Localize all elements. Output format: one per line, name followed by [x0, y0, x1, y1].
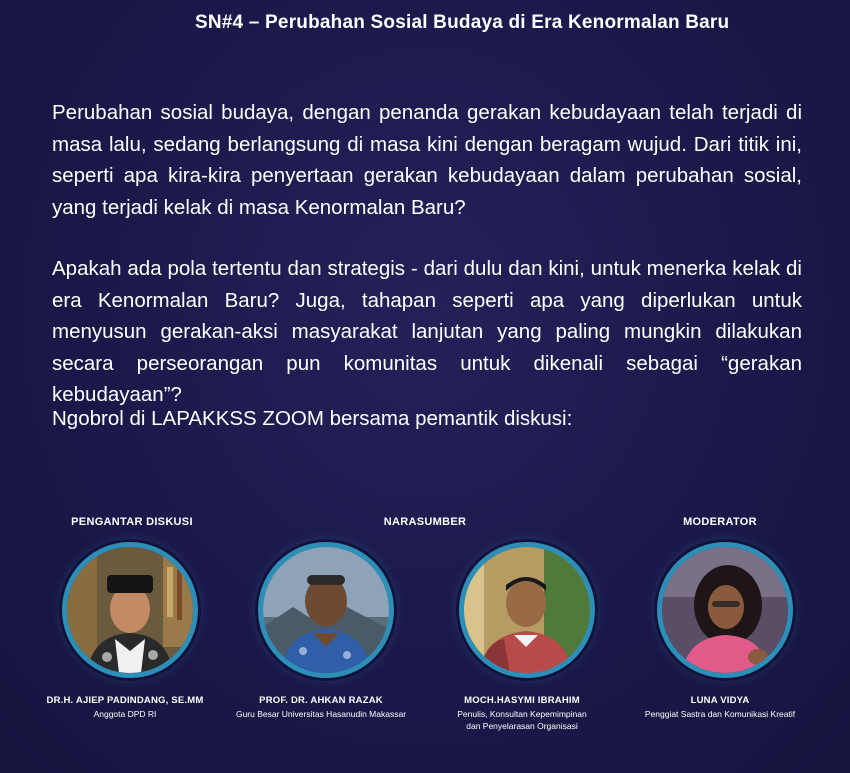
speaker-name: MOCH.HASYMI IBRAHIM	[464, 695, 580, 706]
speaker-role: Guru Besar Universitas Hasanudin Makassar	[235, 709, 407, 719]
speaker-portrait-4	[662, 547, 788, 673]
speaker-caption-3	[422, 695, 622, 732]
page-title: SN#4 – Perubahan Sosial Budaya di Era Kenormalan Baru	[195, 12, 730, 33]
heading-pengantar-diskusi: PENGANTAR DISKUSI	[71, 516, 193, 528]
heading-moderator: MODERATOR	[683, 516, 757, 528]
speaker-role: Anggota DPD RI	[93, 709, 157, 719]
speaker-name: DR.H. AJIEP PADINDANG, SE.MM	[46, 695, 204, 706]
speaker-name: PROF. DR. AHKAN RAZAK	[259, 695, 383, 706]
speaker-photo-1	[62, 542, 198, 678]
intro-paragraph: Perubahan sosial budaya, dengan penanda gerakan kebudayaan telah terjadi di masa lalu, sedang berlangsung di masa kini dengan beragam wujud. Dari titik ini, seperti apa kira-kira penyertaan gerakan kebudayaan dalam perubahan sosial, yang terjadi kelak di masa Kenormalan Baru?	[52, 101, 802, 219]
invitation-line: Ngobrol di LAPAKKSS ZOOM bersama pemantik diskusi:	[52, 407, 573, 430]
question-paragraph: Apakah ada pola tertentu dan strategis - dari dulu dan kini, untuk menerka kelak di era Kenormalan Baru? Juga, tahapan seperti apa yang diperlukan untuk menyusun gerakan-aksi masyarakat lanjutan yang paling mungkin dilakukan secara perseorangan pun komunitas untuk dikenali sebagai “gerakan kebudayaan”?	[52, 257, 802, 406]
speaker-role: Penulis, Konsultan Kepemimpinan dan Penyelarasan Organisasi	[457, 709, 587, 731]
speaker-portrait-2	[263, 547, 389, 673]
speaker-portrait-1	[67, 547, 193, 673]
speaker-caption-2	[221, 695, 421, 720]
speaker-caption-4	[620, 695, 820, 720]
speaker-caption-1	[25, 695, 225, 720]
speaker-portrait-3	[464, 547, 590, 673]
speaker-photo-4	[657, 542, 793, 678]
heading-narasumber: NARASUMBER	[383, 516, 467, 528]
speaker-name: LUNA VIDYA	[690, 695, 750, 706]
speaker-role: Penggiat Sastra dan Komunikasi Kreatif	[644, 709, 796, 719]
speaker-photo-2	[258, 542, 394, 678]
speaker-photo-3	[459, 542, 595, 678]
